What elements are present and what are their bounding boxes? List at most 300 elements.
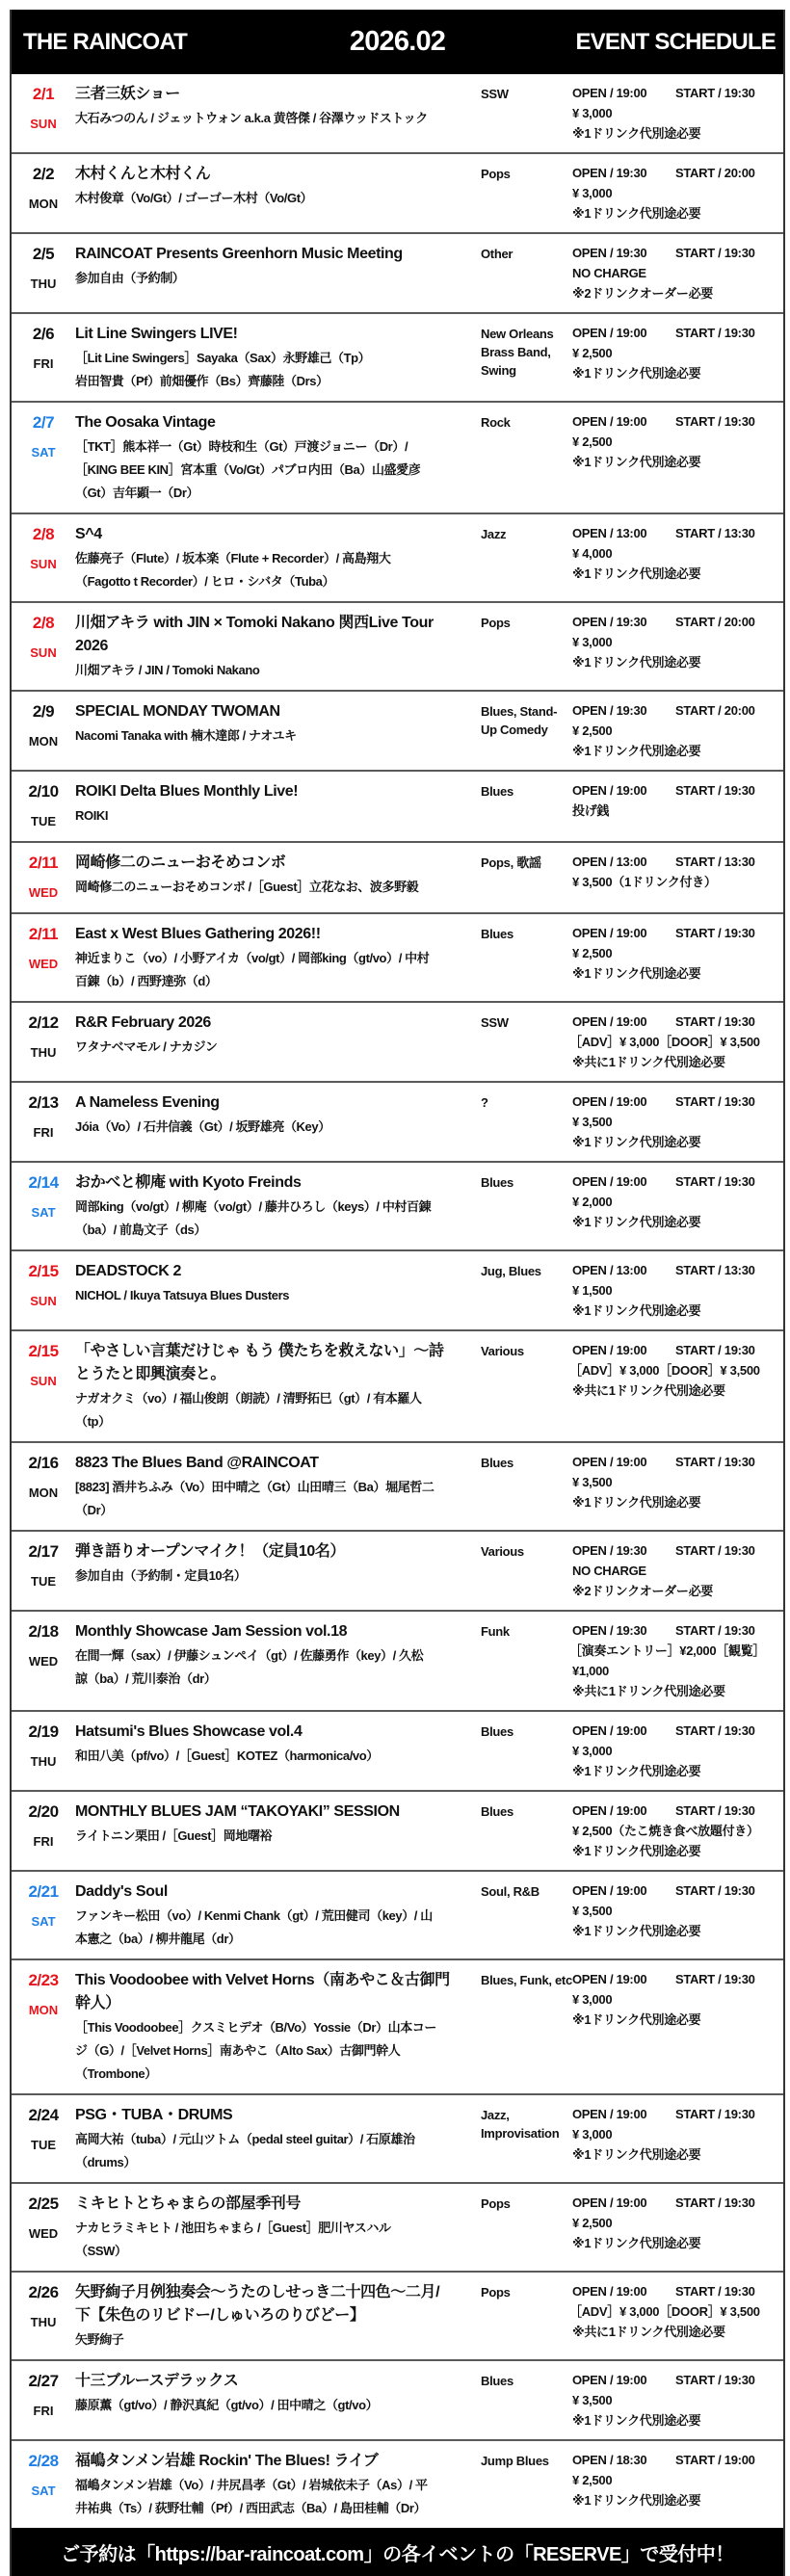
event-ticket-info	[572, 2450, 783, 2519]
event-date-day: 2/13	[28, 1093, 59, 1112]
start-time: START / 19:30	[675, 2373, 755, 2387]
event-details	[75, 2193, 480, 2262]
event-row	[12, 2361, 783, 2441]
open-time: OPEN / 19:00	[572, 1014, 647, 1029]
event-date-day: 2/12	[28, 1013, 59, 1032]
event-genre: Blues, Funk, etc	[481, 1973, 572, 1987]
event-ticket-info	[572, 1260, 783, 1321]
event-genre: SSW	[481, 1015, 509, 1030]
event-artists: NICHOL / Ikuya Tatsuya Blues Dusters	[75, 1288, 290, 1302]
event-title: Lit Line Swingers LIVE!	[75, 326, 238, 342]
event-ticket-info	[572, 700, 783, 761]
event-times	[572, 243, 783, 263]
event-date	[12, 2281, 75, 2351]
event-genre: SSW	[481, 87, 509, 101]
price-line: ¥ 3,500	[572, 1904, 613, 1918]
event-ticket-info	[572, 1721, 783, 1781]
event-date	[12, 323, 75, 392]
event-date-day: 2/25	[28, 2195, 59, 2213]
event-times	[572, 2104, 783, 2124]
event-artists: ［KING BEE KIN］宮本重（Vo/Gt）パブロ内田（Ba）山盛愛彦	[75, 462, 421, 477]
event-genre: Various	[481, 1344, 524, 1358]
event-title: おかべと柳庵 with Kyoto Freinds	[75, 1174, 302, 1191]
event-artists: 大石みつのん / ジェットウォン a.k.a 黄啓傑 / 谷澤ウッドストック	[75, 111, 428, 125]
event-ticket-info	[572, 1969, 783, 2085]
price-line: NO CHARGE	[572, 266, 646, 280]
event-schedule-sheet	[10, 10, 785, 2576]
open-time: OPEN / 19:00	[572, 1803, 647, 1818]
event-artists: 和田八美（pf/vo）/［Guest］KOTEZ（harmonica/vo）	[75, 1748, 379, 1763]
event-genre: Pops	[481, 616, 511, 630]
price-line: ¥ 2,500	[572, 2216, 613, 2230]
event-genre: Rock	[481, 415, 511, 430]
start-time: START / 13:30	[675, 1263, 755, 1277]
event-title: 下【朱色のリビドー/しゅいろのりびどー】	[75, 2307, 365, 2324]
event-details	[75, 612, 480, 681]
event-ticket-info	[572, 852, 783, 904]
price-line: ※2ドリンクオーダー必要	[572, 1584, 714, 1598]
event-date	[12, 2193, 75, 2262]
open-time: OPEN / 19:00	[572, 1972, 647, 1986]
start-time: START / 19:30	[675, 1543, 755, 1558]
event-genre: Blues, Stand-Up Comedy	[481, 704, 558, 737]
event-details	[75, 411, 480, 504]
price-line: ¥ 3,000	[572, 2127, 613, 2142]
event-date	[12, 1969, 75, 2085]
event-details	[75, 1012, 480, 1072]
price-line: ※1ドリンク代別途必要	[572, 1215, 701, 1229]
event-row	[12, 1712, 783, 1792]
event-title: ミキヒトとちゃまらの部屋季刊号	[75, 2195, 302, 2212]
event-title: RAINCOAT Presents Greenhorn Music Meeting	[75, 246, 403, 262]
start-time: START / 19:30	[675, 1174, 755, 1189]
price-line: ※1ドリンク代別途必要	[572, 2012, 701, 2027]
event-artists: ライトニン栗田 /［Guest］岡地曙裕	[75, 1828, 273, 1843]
event-times	[572, 1091, 783, 1112]
start-time: START / 19:30	[675, 86, 755, 100]
price-line: ※1ドリンク代別途必要	[572, 1303, 701, 1318]
event-weekday: SUN	[30, 117, 57, 131]
event-artists: ROIKI	[75, 808, 109, 823]
event-ticket-info	[572, 780, 783, 832]
event-weekday: SAT	[31, 445, 56, 460]
price-line: ¥ 3,500	[572, 1115, 613, 1129]
event-title: 幹人）	[75, 1995, 120, 2011]
event-row	[12, 692, 783, 772]
event-date-day: 2/17	[28, 1542, 59, 1561]
event-artists: ジ（G）/［Velvet Horns］南あやこ（Alto Sax）古御門幹人	[75, 2043, 401, 2058]
event-times	[572, 700, 783, 721]
venue-name: THE RAINCOAT	[23, 28, 187, 55]
event-row	[12, 914, 783, 1003]
price-line: ※1ドリンク代別途必要	[572, 2147, 701, 2162]
price-line: ※1ドリンク代別途必要	[572, 206, 701, 221]
event-details	[75, 852, 480, 904]
event-weekday: TUE	[31, 2138, 56, 2152]
price-line: ¥ 4,000	[572, 546, 613, 561]
event-ticket-info	[572, 523, 783, 592]
event-details	[75, 1340, 480, 1433]
event-date	[12, 1801, 75, 1861]
event-ticket-info	[572, 1801, 783, 1861]
open-time: OPEN / 19:00	[572, 2195, 647, 2210]
event-artists: [8823] 酒井ちふみ（Vo）田中晴之（Gt）山田晴三（Ba）堀尾哲二	[75, 1480, 434, 1494]
schedule-label: EVENT SCHEDULE	[575, 28, 776, 55]
event-date-day: 2/8	[32, 614, 55, 632]
event-details	[75, 1171, 480, 1241]
event-artists: ［This Voodoobee］クスミヒデオ（B/Vo）Yossie（Dr）山本コー	[75, 2020, 437, 2035]
event-title: DEADSTOCK 2	[75, 1263, 181, 1279]
event-times	[572, 1171, 783, 1192]
event-row	[12, 1612, 783, 1712]
price-line: ¥ 2,500	[572, 946, 613, 960]
event-artists: ［Lit Line Swingers］Sayaka（Sax）永野雄己（Tp）	[75, 351, 371, 365]
open-time: OPEN / 19:00	[572, 1094, 647, 1109]
event-times	[572, 523, 783, 543]
price-line: ¥ 2,000	[572, 1195, 613, 1209]
event-weekday: FRI	[33, 2404, 54, 2418]
event-artists: 高岡大祐（tuba）/ 元山ツトム（pedal steel guitar）/ 石原雄治	[75, 2132, 415, 2146]
event-details	[75, 1452, 480, 1521]
event-title: The Oosaka Vintage	[75, 414, 216, 431]
event-weekday: THU	[30, 1045, 57, 1060]
event-row	[12, 1872, 783, 1960]
event-genre: Pops	[481, 167, 511, 181]
event-artists: （Dr）	[75, 1503, 113, 1517]
event-row	[12, 1251, 783, 1331]
event-artists: 川畑アキラ / JIN / Tomoki Nakano	[75, 663, 260, 677]
event-date-day: 2/15	[28, 1342, 59, 1360]
open-time: OPEN / 19:00	[572, 2107, 647, 2121]
event-weekday: MON	[28, 734, 59, 749]
open-time: OPEN / 19:00	[572, 1455, 647, 1469]
price-line: ¥ 3,000	[572, 1744, 613, 1758]
price-line: ※共に1ドリンク代別途必要	[572, 1383, 725, 1398]
open-time: OPEN / 19:30	[572, 703, 647, 718]
event-artists: 神近まりこ（vo）/ 小野アイカ（vo/gt）/ 岡部king（gt/vo）/ 中村	[75, 951, 430, 965]
event-artists: 矢野絢子	[75, 2332, 124, 2347]
event-times	[572, 323, 783, 343]
start-time: START / 19:30	[675, 783, 755, 798]
event-ticket-info	[569, 1340, 783, 1433]
event-ticket-info	[572, 612, 783, 681]
event-date	[12, 1260, 75, 1321]
event-row	[12, 2273, 783, 2361]
event-title: SPECIAL MONDAY TWOMAN	[75, 703, 280, 720]
event-row	[12, 2441, 783, 2528]
event-date-day: 2/5	[32, 245, 55, 263]
event-times	[572, 1452, 783, 1472]
open-time: OPEN / 19:30	[572, 1543, 647, 1558]
event-artists: ファンキー松田（vo）/ Kenmi Chank（gt）/ 荒田健司（key）/ 山	[75, 1908, 433, 1923]
price-line: ※共に1ドリンク代別途必要	[572, 2325, 725, 2339]
event-date	[12, 1620, 75, 1701]
event-genre: Jazz	[481, 527, 507, 541]
price-line: ¥ 3,000	[572, 106, 613, 120]
event-row	[12, 1443, 783, 1532]
price-line: ¥ 3,000	[572, 1992, 613, 2007]
start-time: START / 19:30	[675, 1972, 755, 1986]
event-date-day: 2/19	[28, 1722, 59, 1741]
price-line: ※共に1ドリンク代別途必要	[572, 1684, 725, 1698]
event-weekday: SAT	[31, 1205, 56, 1220]
price-line: ※1ドリンク代別途必要	[572, 1495, 701, 1510]
price-line: ¥ 3,000	[572, 635, 613, 649]
event-date	[12, 2104, 75, 2173]
event-date-day: 2/2	[32, 165, 55, 183]
open-time: OPEN / 19:00	[572, 1883, 647, 1898]
event-date-day: 2/18	[28, 1622, 59, 1641]
event-date	[12, 1540, 75, 1601]
event-date	[12, 1171, 75, 1241]
price-line: ※1ドリンク代別途必要	[572, 1924, 701, 1938]
event-times	[572, 1880, 783, 1901]
event-artists: 岩田智貴（Pf）前畑優作（Bs）齊藤陸（Drs）	[75, 374, 329, 388]
event-details	[75, 700, 480, 761]
start-time: START / 19:30	[675, 2195, 755, 2210]
event-weekday: SUN	[30, 557, 57, 571]
price-line: ¥ 2,500	[572, 434, 613, 449]
event-date	[12, 1880, 75, 1950]
event-artists: （Fagotto t Recorder）/ ヒロ・シバタ（Tuba）	[75, 574, 335, 589]
event-date	[12, 1452, 75, 1521]
event-date	[12, 780, 75, 832]
event-date	[12, 1340, 75, 1433]
event-row	[12, 514, 783, 603]
event-date	[12, 163, 75, 223]
event-date	[12, 523, 75, 592]
event-genre: Pops	[481, 2285, 511, 2300]
event-date-day: 2/10	[28, 782, 59, 801]
event-ticket-info	[572, 83, 783, 144]
event-details	[75, 523, 480, 592]
price-line: ※1ドリンク代別途必要	[572, 366, 701, 381]
event-artists: 井祐典（Ts）/ 荻野壮輔（Pf）/ 西田武志（Ba）/ 島田桂輔（Dr）	[75, 2501, 427, 2515]
event-artists: Nacomi Tanaka with 楠木達郎 / ナオユキ	[75, 728, 297, 743]
start-time: START / 19:30	[675, 1343, 755, 1357]
event-weekday: SAT	[31, 1914, 56, 1929]
price-line: ※1ドリンク代別途必要	[572, 2493, 701, 2508]
event-row	[12, 2095, 783, 2184]
event-row	[12, 154, 783, 234]
event-times	[572, 1340, 783, 1360]
event-ticket-info	[569, 1620, 783, 1701]
event-row	[12, 603, 783, 692]
event-artists: （Trombone）	[75, 2066, 157, 2081]
event-genre: Soul, R&B	[481, 1884, 540, 1899]
event-weekday: WED	[28, 957, 59, 971]
event-artists: 福嶋タンメン岩雄（Vo）/ 井尻昌孝（Gt）/ 岩城依未子（As）/ 平	[75, 2478, 428, 2492]
event-weekday: TUE	[31, 814, 56, 828]
event-weekday: THU	[30, 2315, 57, 2329]
open-time: OPEN / 19:00	[572, 783, 647, 798]
event-row	[12, 843, 783, 914]
event-date	[12, 1012, 75, 1072]
price-line: ¥1,000	[572, 1664, 609, 1678]
event-weekday: THU	[30, 1754, 57, 1769]
price-line: ¥ 3,000	[572, 186, 613, 200]
start-time: START / 19:30	[675, 1883, 755, 1898]
price-line: ［ADV］¥ 3,000［DOOR］¥ 3,500	[569, 2304, 760, 2319]
event-details	[75, 1969, 480, 2085]
schedule-header	[12, 10, 783, 74]
open-time: OPEN / 19:00	[572, 86, 647, 100]
price-line: ※1ドリンク代別途必要	[572, 966, 701, 981]
event-title: East x West Blues Gathering 2026!!	[75, 926, 321, 942]
event-ticket-info	[572, 2193, 783, 2262]
price-line: ※1ドリンク代別途必要	[572, 455, 701, 469]
event-details	[75, 1260, 480, 1321]
event-genre: Blues	[481, 1804, 514, 1819]
open-time: OPEN / 18:30	[572, 2453, 647, 2467]
event-row	[12, 1532, 783, 1612]
event-title: 2026	[75, 638, 108, 654]
start-time: START / 20:00	[675, 615, 755, 629]
price-line: ※1ドリンク代別途必要	[572, 655, 701, 670]
event-row	[12, 234, 783, 314]
event-title: 川畑アキラ with JIN × Tomoki Nakano 関西Live Tour	[75, 615, 434, 631]
event-date-day: 2/24	[28, 2106, 59, 2124]
open-time: OPEN / 19:00	[572, 414, 647, 429]
event-genre: Pops	[481, 2196, 511, 2211]
event-title: PSG・TUBA・DRUMS	[75, 2107, 233, 2123]
price-line: ※1ドリンク代別途必要	[572, 1764, 701, 1778]
event-genre: Pops, 歌謡	[481, 855, 541, 870]
event-ticket-info	[572, 923, 783, 992]
event-artists: ナカヒラミキヒト / 池田ちゃまら /［Guest］肥川ヤスハル	[75, 2221, 391, 2235]
event-ticket-info	[572, 1171, 783, 1241]
event-times	[572, 2281, 783, 2301]
event-weekday: SUN	[30, 1374, 57, 1388]
event-times	[572, 1969, 783, 1989]
start-time: START / 20:00	[675, 703, 755, 718]
event-genre: Jug, Blues	[481, 1264, 541, 1278]
event-row	[12, 403, 783, 514]
event-genre: Jazz, Improvisation	[481, 2108, 560, 2141]
price-line: ※1ドリンク代別途必要	[572, 2236, 701, 2250]
event-date	[12, 2370, 75, 2431]
event-title: 木村くんと木村くん	[75, 166, 211, 182]
event-row	[12, 1163, 783, 1251]
start-time: START / 19:30	[675, 414, 755, 429]
event-date-day: 2/11	[28, 854, 59, 872]
event-ticket-info	[572, 163, 783, 223]
event-artists: 木村俊章（Vo/Gt）/ ゴーゴー木村（Vo/Gt）	[75, 191, 313, 205]
event-weekday: WED	[28, 1654, 59, 1669]
event-weekday: FRI	[33, 356, 54, 371]
event-genre: Blues	[481, 1724, 514, 1739]
event-date-day: 2/1	[32, 85, 55, 103]
start-time: START / 13:30	[675, 854, 755, 869]
start-time: START / 19:30	[675, 1723, 755, 1738]
start-time: START / 19:00	[675, 2453, 755, 2467]
event-details	[75, 1801, 480, 1861]
price-line: ¥ 2,500	[572, 2473, 613, 2487]
event-times	[572, 923, 783, 943]
event-date-day: 2/15	[28, 1262, 59, 1280]
event-row	[12, 1083, 783, 1163]
event-times	[572, 2370, 783, 2390]
price-line: ※1ドリンク代別途必要	[572, 566, 701, 581]
price-line: ※1ドリンク代別途必要	[572, 126, 701, 141]
event-times	[572, 1801, 783, 1821]
event-row	[12, 772, 783, 843]
event-ticket-info	[572, 2104, 783, 2173]
event-ticket-info	[572, 1452, 783, 1521]
start-time: START / 19:30	[675, 2284, 755, 2299]
event-artists: （drums）	[75, 2155, 136, 2169]
event-details	[75, 243, 480, 303]
event-artists: 岡部king（vo/gt）/ 柳庵（vo/gt）/ 藤井ひろし（keys）/ 中村百錬	[75, 1199, 432, 1214]
event-list	[12, 74, 783, 2528]
open-time: OPEN / 19:00	[572, 326, 647, 340]
event-date-day: 2/26	[28, 2283, 59, 2301]
price-line: ¥ 3,500（1ドリンク付き）	[572, 875, 717, 889]
event-times	[572, 1620, 783, 1641]
event-artists: 佐藤亮子（Flute）/ 坂本楽（Flute + Recorder）/ 高島翔大	[75, 551, 391, 565]
price-line: ［ADV］¥ 3,000［DOOR］¥ 3,500	[569, 1035, 760, 1049]
open-time: OPEN / 13:00	[572, 854, 647, 869]
event-date-day: 2/23	[28, 1971, 59, 1989]
event-weekday: FRI	[33, 1125, 54, 1140]
event-details	[75, 2281, 480, 2351]
event-artists: 本憲之（ba）/ 柳井龍尾（dr）	[75, 1932, 241, 1946]
event-genre: Blues	[481, 1175, 514, 1190]
event-details	[75, 1540, 480, 1601]
event-genre: Blues	[481, 1456, 514, 1470]
event-title: MONTHLY BLUES JAM “TAKOYAKI” SESSION	[75, 1803, 400, 1820]
event-date	[12, 923, 75, 992]
event-genre: New Orleans Brass Band, Swing	[481, 327, 554, 378]
event-row	[12, 314, 783, 403]
event-title: 「やさしい言葉だけじゃ もう 僕たちを救えない」〜詩	[75, 1343, 444, 1359]
start-time: START / 19:30	[675, 1623, 755, 1638]
event-date-day: 2/11	[28, 925, 59, 943]
price-line: ¥ 2,500	[572, 346, 613, 360]
price-line: ※1ドリンク代別途必要	[572, 1135, 701, 1149]
event-date	[12, 411, 75, 504]
event-date-day: 2/14	[28, 1173, 59, 1192]
event-details	[75, 2450, 480, 2519]
event-weekday: SUN	[30, 645, 57, 660]
event-times	[572, 2450, 783, 2470]
event-date-day: 2/7	[32, 413, 55, 432]
event-genre: Jump Blues	[481, 2454, 549, 2468]
event-times	[572, 852, 783, 872]
price-line: ¥ 2,500（たこ焼き食べ放題付き）	[572, 1824, 759, 1838]
start-time: START / 19:30	[675, 1014, 755, 1029]
event-details	[75, 1721, 480, 1781]
price-line: NO CHARGE	[572, 1564, 646, 1578]
event-artists: 百錬（b）/ 西野達弥（d）	[75, 974, 218, 988]
event-title: R&R February 2026	[75, 1014, 211, 1031]
event-genre: Blues	[481, 2374, 514, 2388]
event-details	[75, 1620, 480, 1701]
event-date	[12, 1091, 75, 1152]
event-artists: 諒（ba）/ 荒川泰治（dr）	[75, 1671, 217, 1686]
event-date-day: 2/27	[28, 2372, 59, 2390]
event-title: A Nameless Evening	[75, 1094, 220, 1111]
event-row	[12, 1960, 783, 2095]
price-line: ［ADV］¥ 3,000［DOOR］¥ 3,500	[569, 1363, 760, 1378]
event-details	[75, 2104, 480, 2173]
event-row	[12, 1003, 783, 1083]
open-time: OPEN / 19:30	[572, 615, 647, 629]
start-time: START / 19:30	[675, 246, 755, 260]
price-line: ※2ドリンクオーダー必要	[572, 286, 714, 301]
event-times	[572, 612, 783, 632]
start-time: START / 13:30	[675, 526, 755, 540]
